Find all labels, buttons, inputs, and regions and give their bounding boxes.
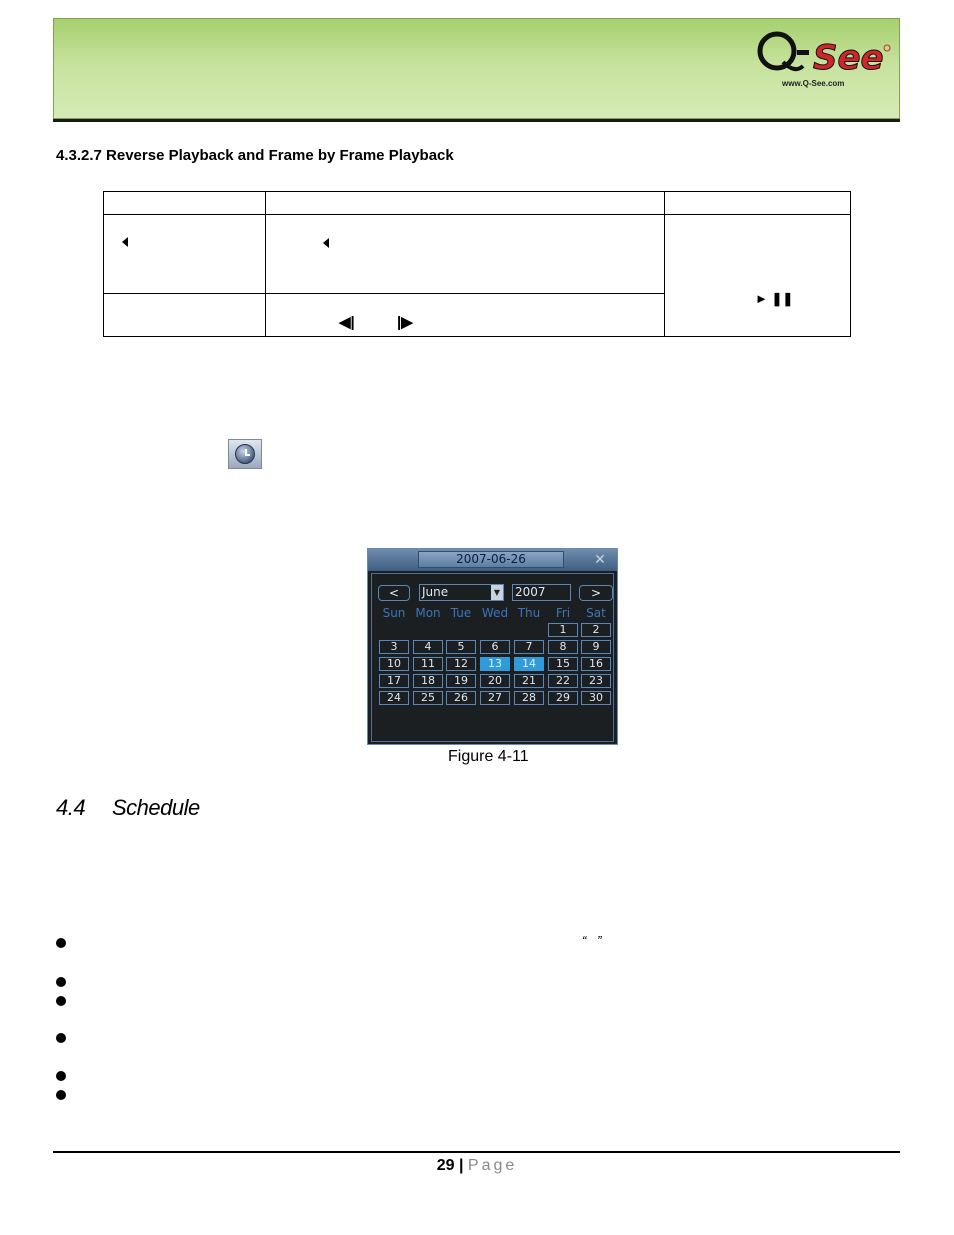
calendar-day[interactable]: 17 bbox=[379, 674, 409, 688]
calendar-day[interactable]: 5 bbox=[446, 640, 476, 654]
bullet-icon bbox=[56, 1071, 66, 1081]
playback-table bbox=[103, 191, 851, 337]
calendar-dialog bbox=[367, 548, 618, 745]
calendar-day[interactable]: 14 bbox=[514, 657, 544, 671]
figure-caption: Figure 4-11 bbox=[448, 748, 529, 765]
calendar-day[interactable]: 12 bbox=[446, 657, 476, 671]
weekday-label: Mon bbox=[415, 606, 441, 620]
calendar-day[interactable]: 7 bbox=[514, 640, 544, 654]
chevron-down-icon: ▼ bbox=[491, 585, 503, 600]
table-header-cell bbox=[104, 192, 266, 215]
calendar-day[interactable]: 13 bbox=[480, 657, 510, 671]
section-title: 4.3.2.7 Reverse Playback and Frame by Frame Playback bbox=[56, 147, 454, 164]
bullet-icon bbox=[56, 996, 66, 1006]
calendar-date-title: 2007-06-26 bbox=[418, 551, 564, 568]
table-header-cell bbox=[266, 192, 665, 215]
table-cell bbox=[104, 215, 266, 294]
weekday-label: Sun bbox=[382, 606, 406, 620]
calendar-day[interactable]: 26 bbox=[446, 691, 476, 705]
calendar-day[interactable]: 15 bbox=[548, 657, 578, 671]
reverse-play-icon bbox=[122, 237, 128, 247]
frame-forward-icon: |▶ bbox=[397, 314, 413, 331]
calendar-day[interactable]: 21 bbox=[514, 674, 544, 688]
table-cell bbox=[665, 215, 851, 337]
play-pause-icon: ► ❚❚ bbox=[755, 291, 794, 306]
calendar-body bbox=[371, 573, 614, 742]
clock-icon bbox=[235, 444, 255, 464]
prev-month-button[interactable]: < bbox=[378, 585, 410, 601]
footer-divider bbox=[53, 1151, 900, 1153]
calendar-day[interactable]: 1 bbox=[548, 623, 578, 637]
calendar-day[interactable]: 4 bbox=[413, 640, 443, 654]
quote-marks: “ ” bbox=[582, 933, 602, 948]
table-cell bbox=[266, 215, 665, 294]
calendar-day[interactable]: 28 bbox=[514, 691, 544, 705]
header-divider bbox=[53, 119, 900, 122]
page-number: 29 bbox=[436, 1157, 455, 1174]
calendar-day[interactable]: 30 bbox=[581, 691, 611, 705]
year-field[interactable]: 2007 bbox=[512, 584, 571, 601]
bullet-icon bbox=[56, 1033, 66, 1043]
calendar-day[interactable]: 11 bbox=[413, 657, 443, 671]
weekday-label: Wed bbox=[481, 606, 509, 620]
weekday-label: Fri bbox=[555, 606, 571, 620]
calendar-day[interactable]: 18 bbox=[413, 674, 443, 688]
logo-url: www.Q-See.com bbox=[782, 79, 845, 88]
calendar-day[interactable]: 25 bbox=[413, 691, 443, 705]
clock-button-icon bbox=[228, 439, 262, 469]
table-cell bbox=[104, 294, 266, 337]
section-heading bbox=[56, 795, 200, 821]
footer-separator: | bbox=[458, 1157, 464, 1174]
month-select[interactable] bbox=[419, 584, 504, 601]
bullet-icon bbox=[56, 1090, 66, 1100]
calendar-day[interactable]: 22 bbox=[548, 674, 578, 688]
close-icon[interactable]: ✕ bbox=[594, 551, 606, 567]
calendar-day[interactable]: 6 bbox=[480, 640, 510, 654]
calendar-day[interactable]: 29 bbox=[548, 691, 578, 705]
calendar-titlebar bbox=[368, 549, 617, 571]
svg-text:See: See bbox=[813, 38, 884, 78]
calendar-day[interactable]: 24 bbox=[379, 691, 409, 705]
month-value: June bbox=[422, 585, 449, 599]
table-cell bbox=[266, 294, 665, 337]
calendar-day[interactable]: 8 bbox=[548, 640, 578, 654]
reverse-play-icon bbox=[323, 238, 329, 248]
table-header-cell bbox=[665, 192, 851, 215]
section-number: 4.4 bbox=[56, 795, 86, 820]
page-label: Page bbox=[467, 1157, 518, 1174]
calendar-day[interactable]: 19 bbox=[446, 674, 476, 688]
next-month-button[interactable]: > bbox=[579, 585, 613, 601]
section-heading-title: Schedule bbox=[112, 795, 200, 820]
calendar-day[interactable]: 16 bbox=[581, 657, 611, 671]
calendar-day[interactable]: 27 bbox=[480, 691, 510, 705]
calendar-day[interactable]: 3 bbox=[379, 640, 409, 654]
calendar-day[interactable]: 20 bbox=[480, 674, 510, 688]
frame-back-icon: ◀| bbox=[339, 314, 355, 331]
weekday-label: Thu bbox=[517, 606, 541, 620]
calendar-day[interactable]: 23 bbox=[581, 674, 611, 688]
bullet-icon bbox=[56, 977, 66, 987]
calendar-day[interactable]: 10 bbox=[379, 657, 409, 671]
weekday-label: Tue bbox=[450, 606, 472, 620]
calendar-day[interactable]: 2 bbox=[581, 623, 611, 637]
weekday-label: Sat bbox=[586, 606, 606, 620]
bullet-icon bbox=[56, 938, 66, 948]
page-footer bbox=[0, 1157, 954, 1175]
calendar-day[interactable]: 9 bbox=[581, 640, 611, 654]
